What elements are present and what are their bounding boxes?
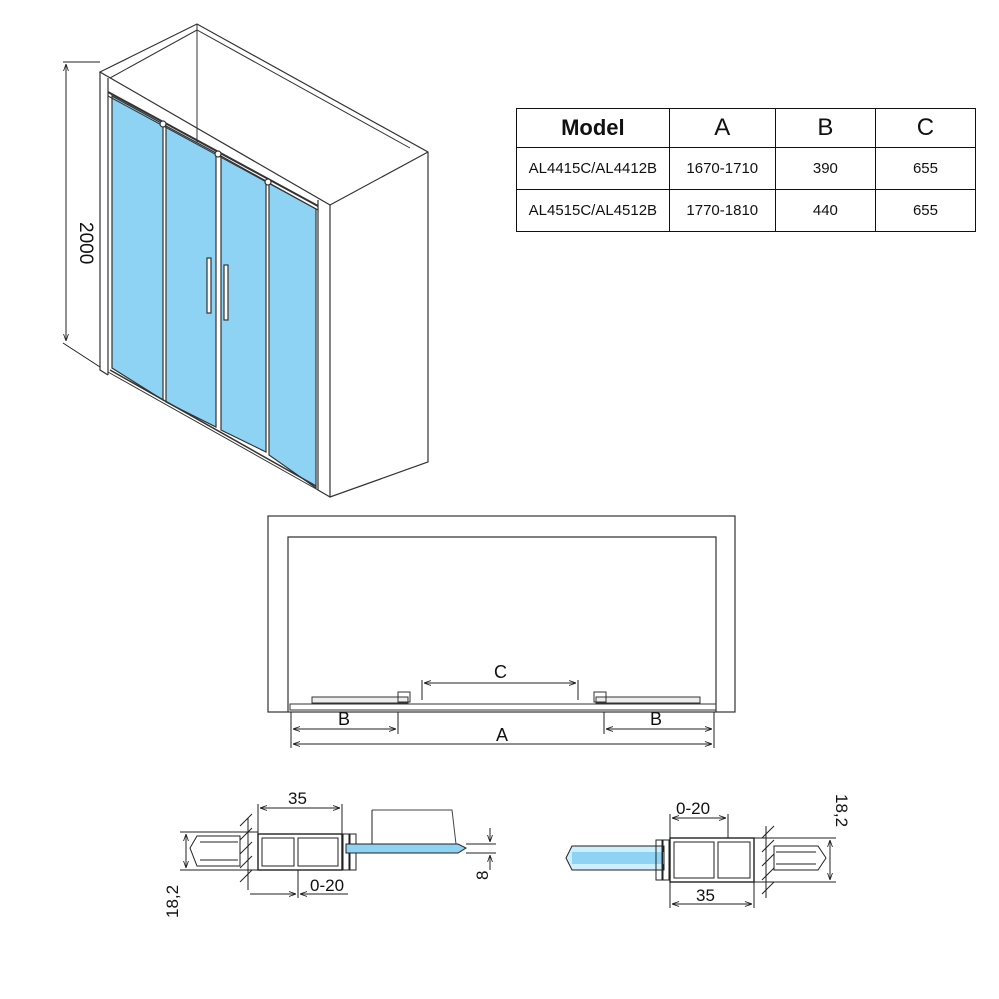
left-dim-top: 35 xyxy=(288,789,307,808)
cell-a: 1770-1810 xyxy=(669,190,775,232)
left-dim-bottom: 0-20 xyxy=(310,876,345,895)
right-dim-top: 0-20 xyxy=(676,799,711,818)
right-dim-side: 18,2 xyxy=(832,794,851,828)
cell-model: AL4415C/AL4412B xyxy=(517,148,670,190)
plan-label-c: C xyxy=(494,662,507,682)
plan-label-b-right: B xyxy=(650,709,663,729)
plan-label-b-left: B xyxy=(338,709,351,729)
cell-a: 1670-1710 xyxy=(669,148,775,190)
table-row xyxy=(517,148,976,190)
header-c: C xyxy=(875,109,975,148)
right-dim-bottom: 35 xyxy=(696,886,715,905)
left-dim-side: 18,2 xyxy=(163,884,182,918)
model-dimension-table xyxy=(516,108,976,232)
shower-enclosure-3d-view xyxy=(100,24,428,497)
header-b: B xyxy=(775,109,875,148)
height-dimension xyxy=(63,62,100,367)
header-model: Model xyxy=(517,109,670,148)
cell-c: 655 xyxy=(875,190,975,232)
cell-b: 390 xyxy=(775,148,875,190)
table-row xyxy=(517,190,976,232)
height-label: 2000 xyxy=(75,222,96,265)
plan-label-a: A xyxy=(496,725,509,745)
left-dim-glass: 8 xyxy=(473,870,492,880)
glass-panel-4 xyxy=(269,183,316,488)
cell-model: AL4515C/AL4512B xyxy=(517,190,670,232)
table-header-row xyxy=(517,109,976,148)
header-a: A xyxy=(669,109,775,148)
glass-panel-1 xyxy=(112,96,163,400)
cell-b: 440 xyxy=(775,190,875,232)
cell-c: 655 xyxy=(875,148,975,190)
